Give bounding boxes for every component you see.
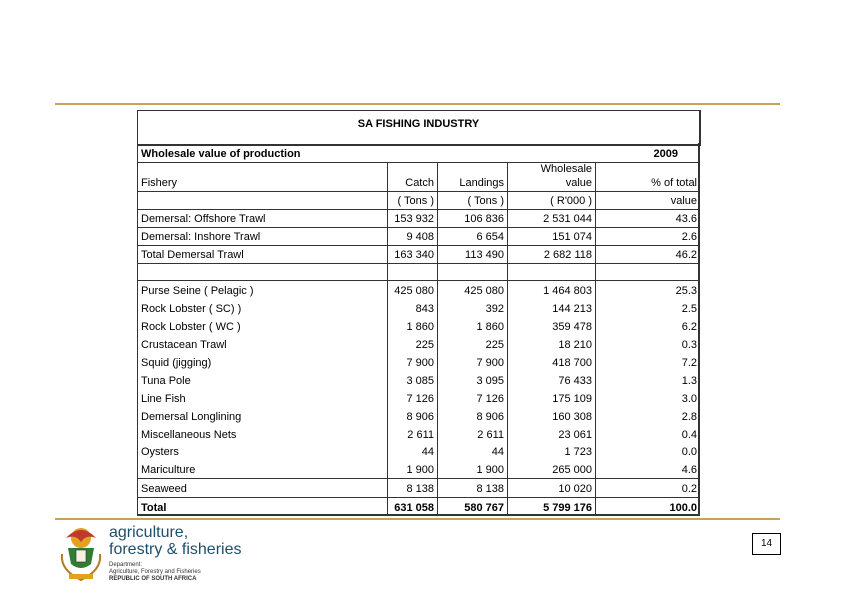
header-wholesale-unit: ( R'000 )	[550, 195, 592, 207]
department-logo	[56, 524, 246, 584]
row-wholesale: 175 109	[552, 393, 592, 405]
row-name: Line Fish	[141, 393, 186, 405]
row-catch: 9 408	[406, 231, 434, 243]
row-catch: 2 611	[407, 429, 434, 441]
row-landings: 1 900	[476, 464, 504, 476]
dept-line-2: Agriculture, Forestry and Fisheries	[109, 569, 201, 575]
row-name: Demersal: Offshore Trawl	[141, 213, 266, 225]
row-pct: 25.3	[675, 285, 697, 297]
row-name: Miscellaneous Nets	[141, 429, 237, 441]
row-wholesale: 23 061	[558, 429, 592, 441]
top-divider	[55, 103, 780, 105]
row-catch: 153 932	[394, 213, 434, 225]
row-pct: 0.4	[681, 429, 697, 441]
total-wholesale: 5 799 176	[543, 502, 592, 514]
row-wholesale: 1 723	[564, 446, 592, 458]
row-name: Demersal Longlining	[141, 411, 242, 423]
row-catch: 44	[421, 446, 434, 458]
row-name: Squid (jigging)	[141, 357, 212, 369]
row-landings: 425 080	[464, 285, 504, 297]
row-wholesale: 2 682 118	[543, 249, 592, 261]
row-wholesale: 1 464 803	[543, 285, 592, 297]
total-catch: 631 058	[394, 502, 434, 514]
row-landings: 7 126	[476, 393, 504, 405]
dept-line-3: REPUBLIC OF SOUTH AFRICA	[109, 576, 197, 582]
row-wholesale: 160 308	[552, 411, 592, 423]
row-landings: 3 095	[476, 375, 504, 387]
logo-line-1: agriculture,	[109, 524, 189, 541]
row-landings: 7 900	[476, 357, 504, 369]
row-pct: 2.5	[681, 303, 697, 315]
row-wholesale: 10 020	[558, 483, 592, 495]
row-wholesale: 359 478	[552, 321, 592, 333]
fishing-industry-table	[137, 110, 700, 515]
row-landings: 106 836	[464, 213, 504, 225]
row-catch: 8 138	[406, 483, 434, 495]
row-landings: 6 654	[476, 231, 504, 243]
row-pct: 43.6	[675, 213, 697, 225]
row-pct: 7.2	[681, 357, 697, 369]
row-landings: 8 138	[476, 483, 504, 495]
row-pct: 6.2	[681, 321, 697, 333]
row-name: Demersal: Inshore Trawl	[141, 231, 261, 243]
header-landings: Landings	[459, 177, 504, 189]
row-wholesale: 2 531 044	[543, 213, 592, 225]
header-landings-unit: ( Tons )	[467, 195, 504, 207]
row-name: Rock Lobster ( WC )	[141, 321, 241, 333]
row-catch: 7 126	[406, 393, 434, 405]
row-pct: 0.3	[681, 339, 697, 351]
row-pct: 1.3	[681, 375, 697, 387]
row-wholesale: 151 074	[552, 231, 592, 243]
row-name: Rock Lobster ( SC) )	[141, 303, 242, 315]
total-name: Total	[141, 502, 167, 514]
row-wholesale: 76 433	[558, 375, 592, 387]
row-name: Total Demersal Trawl	[141, 249, 244, 261]
header-pct-2: value	[670, 195, 697, 207]
row-landings: 392	[485, 303, 504, 315]
total-pct: 100.0	[669, 502, 697, 514]
row-catch: 3 085	[406, 375, 434, 387]
header-pct-1: % of total	[651, 177, 697, 189]
row-landings: 2 611	[477, 429, 504, 441]
row-pct: 0.2	[681, 483, 697, 495]
row-name: Tuna Pole	[141, 375, 191, 387]
table-subtitle: Wholesale value of production	[141, 148, 301, 160]
row-catch: 843	[415, 303, 434, 315]
logo-line-2: forestry & fisheries	[109, 541, 242, 558]
row-wholesale: 144 213	[552, 303, 592, 315]
total-landings: 580 767	[464, 502, 504, 514]
row-catch: 225	[415, 339, 434, 351]
header-fishery: Fishery	[141, 177, 178, 189]
table-title: SA FISHING INDUSTRY	[137, 110, 701, 146]
row-landings: 225	[485, 339, 504, 351]
row-name: Crustacean Trawl	[141, 339, 227, 351]
row-name: Seaweed	[141, 483, 187, 495]
row-catch: 7 900	[406, 357, 434, 369]
coat-of-arms-icon	[56, 524, 106, 586]
row-wholesale: 418 700	[552, 357, 592, 369]
row-catch: 1 860	[406, 321, 434, 333]
row-wholesale: 265 000	[552, 464, 592, 476]
row-landings: 44	[491, 446, 504, 458]
page-number: 14	[752, 533, 781, 555]
row-pct: 0.0	[681, 446, 697, 458]
row-catch: 1 900	[406, 464, 434, 476]
row-catch: 8 906	[406, 411, 434, 423]
row-landings: 8 906	[476, 411, 504, 423]
dept-line-1: Department:	[109, 562, 143, 568]
row-pct: 3.0	[681, 393, 697, 405]
row-name: Oysters	[141, 446, 179, 458]
row-catch: 163 340	[394, 249, 434, 261]
row-catch: 425 080	[394, 285, 434, 297]
table-year: 2009	[653, 148, 678, 160]
header-wholesale-2: value	[565, 177, 592, 189]
row-name: Mariculture	[141, 464, 196, 476]
header-catch: Catch	[405, 177, 434, 189]
header-catch-unit: ( Tons )	[397, 195, 434, 207]
row-name: Purse Seine ( Pelagic )	[141, 285, 254, 297]
row-pct: 2.6	[681, 231, 697, 243]
row-wholesale: 18 210	[558, 339, 592, 351]
row-pct: 2.8	[681, 411, 697, 423]
row-landings: 1 860	[476, 321, 504, 333]
header-wholesale-1: Wholesale	[540, 163, 592, 175]
row-landings: 113 490	[465, 249, 504, 261]
row-pct: 4.6	[681, 464, 697, 476]
row-pct: 46.2	[675, 249, 697, 261]
bottom-divider	[55, 518, 780, 520]
